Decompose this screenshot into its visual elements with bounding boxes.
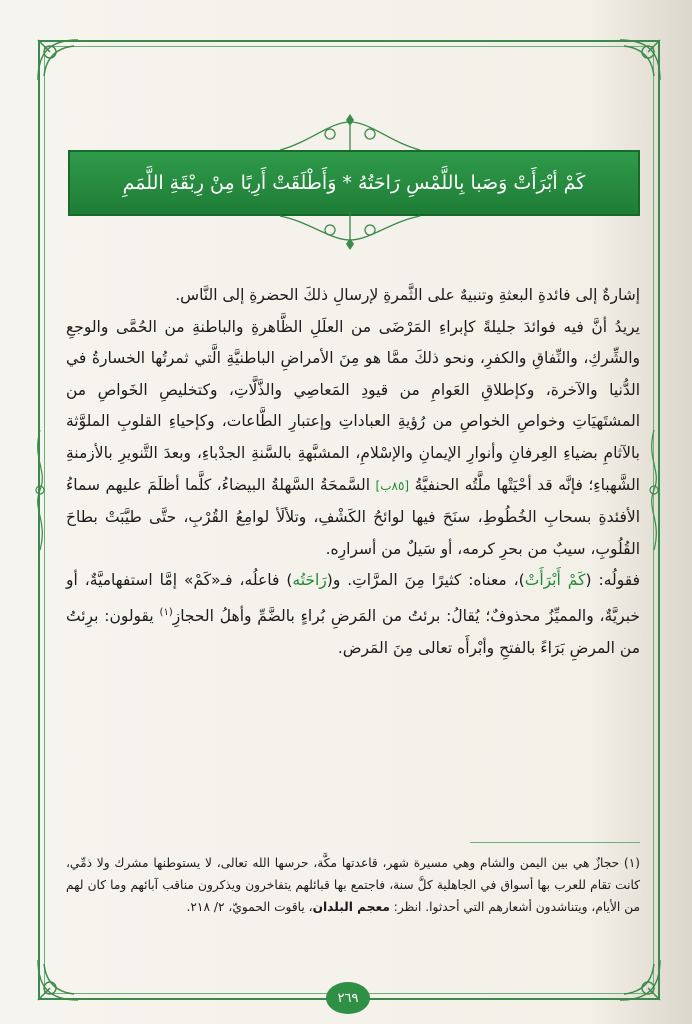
footnote-source-title: معجم البلدان	[312, 900, 390, 914]
banner-bottom-ornament-icon	[270, 212, 430, 252]
main-text	[66, 280, 640, 664]
corner-ornament-icon	[612, 32, 668, 88]
footnote-marker[interactable]: (١)	[159, 606, 173, 618]
verse-banner	[68, 150, 640, 216]
paragraph-intro: إشارةٌ إلى فائدةِ البعثةِ وتنبيهٌ على الثَّمرةِ لإرسالِ ذلكَ الحضرةِ إلى النَّاس.	[175, 286, 640, 304]
corner-ornament-icon	[612, 952, 668, 1008]
footnote: (١) حجازٌ هي بين اليمن والشام وهي مسيرة شهر، قاعدتها مكَّة، حرسها الله تعالى، لا يستوطنها مشرك ولا ذمِّي، كانت تقام للعرب بها أسواق في الجاهلية كلَّ سنة، فاجتمع بها قبائلهم يتفاخرون ويذكرون مناقب آبائهم وما كان لهم من الأيام، ويتناشدون أشعارهم التي أحدثوا. انظر: معجم البلدان، ياقوت الحمويّ، ٢/ ٢١٨.	[66, 856, 640, 914]
corner-ornament-icon	[30, 32, 86, 88]
quoted-phrase: رَاحَتُه	[292, 571, 327, 590]
side-ornament-icon	[30, 430, 50, 550]
page-number: ٢٦٩	[326, 982, 370, 1014]
paragraph-main: يريدُ أنَّ فيه فوائدَ جليلةً كإبراءِ المَرْضَى من العلَلِ الظَّاهرةِ والباطنةِ من الحُمَّى والوجعِ والشِّركِ، والنِّفاقِ والكفرِ، ونحو ذلكَ ممَّا هو مِنَ الأمراضِ الباطنيَّةِ الَّتي ثمرتُها الخسارةُ في الدُّنيا والآخرة، وكإطلاقِ العَوامِ من قيودِ المَعاصِي والذَّلَّاتِ، وكتخليصِ الخَواصِ من المشتَهيَاتِ وخواصِ الخواصِ من رُؤيةِ العباداتِ وإعتبارِ الطَّاعات، وكإحياءِ القلوبِ الملوَّثة بالآثامِ بضياءِ العِرفانِ وأنوارِ الإيمانِ والإسْلامِ، المشبَّهةِ بالسَّنةِ الجدْباءِ، وبعدَ التَّنويرِ بالأزمنةِ الشَّهباءِ؛ فإنَّه قد أحْيَتْها ملَّتُه الحنفيَّةُ [٨٥ب] السَّمحَةُ السَّهلةُ البيضاءُ، كلَّما أظلَمَ عليهم سماءُ الأفئدةِ بسحابِ الخُطُوطِ، سنَحَ فيها لوائحُ الكَشْفِ، وتلألَأ لوامِعُ القُرْبِ، حتَّى طيَّبَتْ بطاحَ القُلُوبِ، سيبٌ من بحرِ كرمه، أو سَيلٌ من أسرارِه.	[66, 317, 640, 558]
quoted-phrase: كَمْ أَبْرَأَتْ	[524, 571, 586, 590]
paragraph-commentary: فقولُه: (كَمْ أَبْرَأَتْ)، معناه: كثيرًا مِنَ المرَّاتِ. و(رَاحَتُه) فاعلُه، فـ«كَمْ» إمَّا استفهاميَّةٌ، أو خبريَّةٌ، والمميِّزُ محذوفٌ؛ يُقالُ: برئتُ من المَرضِ بُراءٍ بالضَّمِّ وأهلُ الحجازِ$^{(١)}$ يقولون: برِئتُ من المرضِ بَرَاءً بالفتحِ وأبْرأَه تعالى مِنَ المَرض.	[66, 571, 640, 657]
footnote-divider	[470, 842, 640, 843]
corner-ornament-icon	[30, 952, 86, 1008]
side-ornament-icon	[644, 430, 664, 550]
verse-text: كَمْ أبْرَأَتْ وَصَبا بِاللَّمْسِ رَاحَتُهُ * وَأَطْلَقَتْ أَرِبًا مِنْ رِبْقَةِ اللَّمَمِ	[122, 172, 586, 194]
manuscript-ref: [٨٥ب]	[375, 478, 410, 493]
